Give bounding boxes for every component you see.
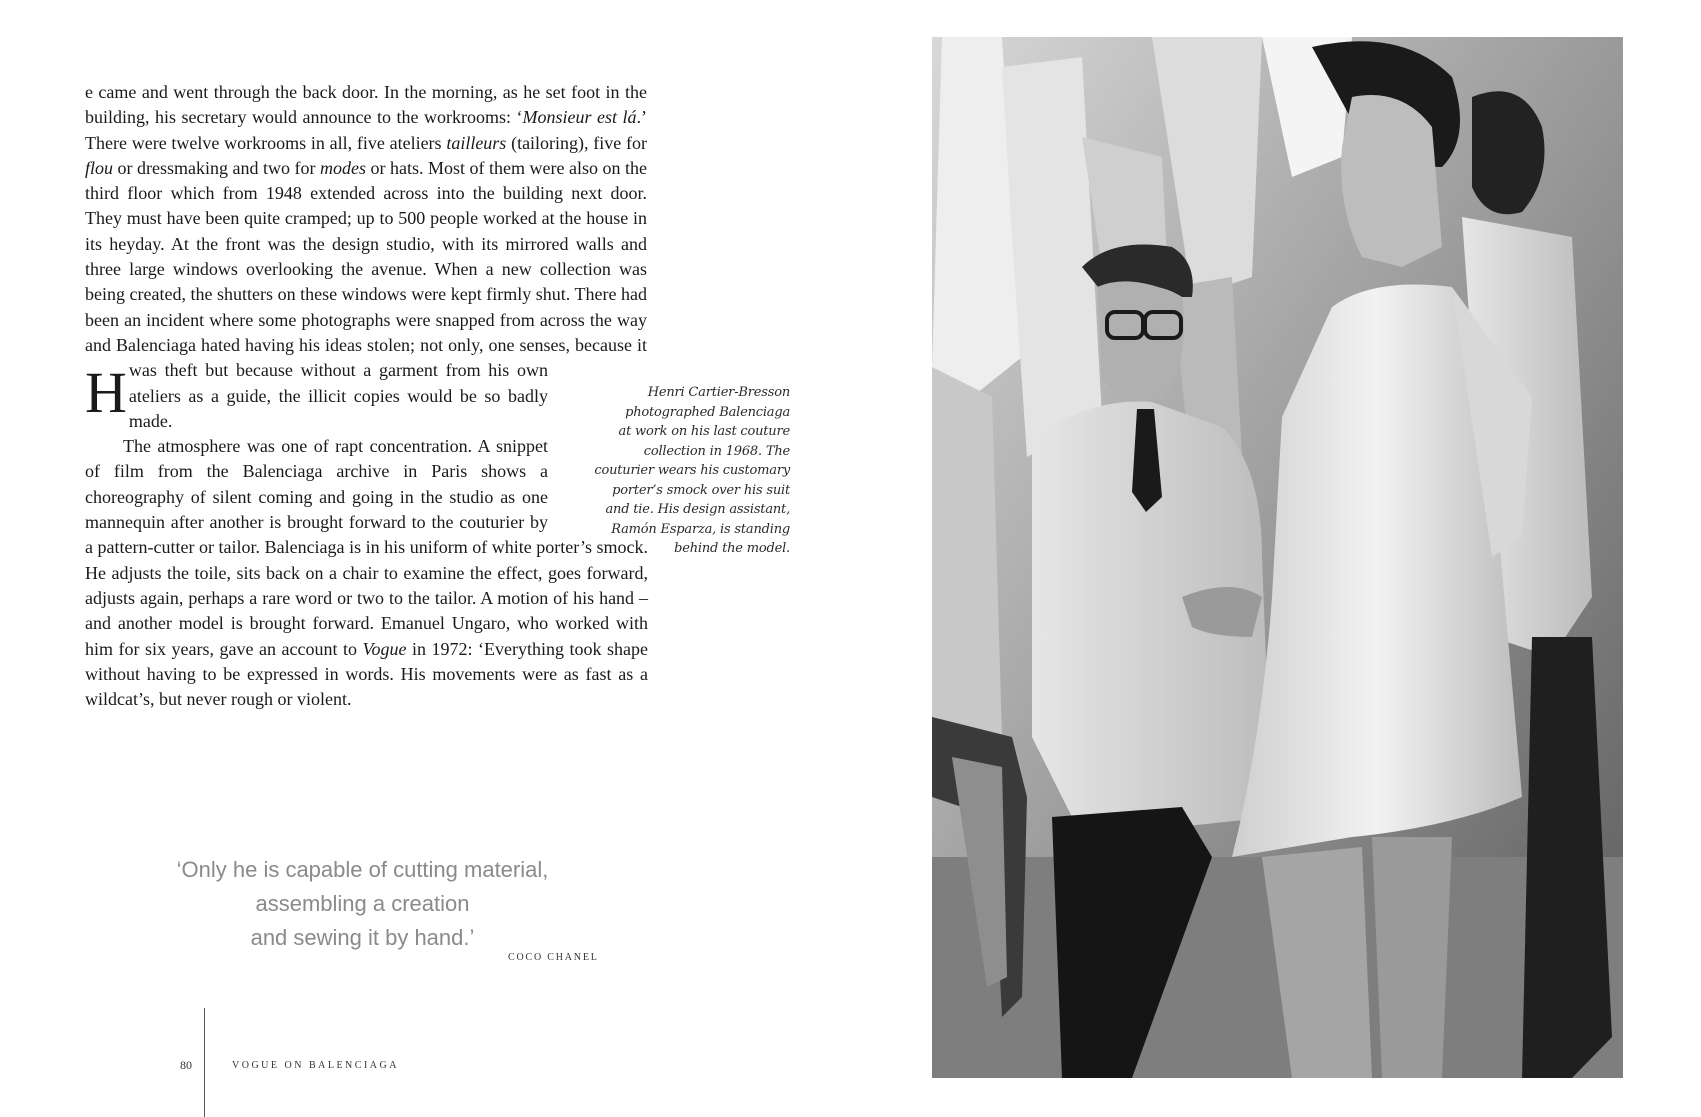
paragraph-1-run: or hats. Most of them were also on the third floor which from 1948 extended across into the building next door. They must have been quite cramped; up to 500 people worked at the house in its heyday. At the front was the design studio, with its mirrored walls and three large windows overlooking the avenue. When a new collection was being created, the shutters on these windows were kept firmly shut. There had been an incident where some photographs were snapped from across the way and Balenciaga hated having his ideas stolen; not only, one senses, because it was theft but because without a garment from his own ateliers as a guide, the illicit copies would be so badly made. — [85, 157, 647, 431]
caption-line: couturier wears his customary — [594, 463, 790, 478]
paragraph-2-run: The atmosphere was one of rapt concentration. A snippet of film from the Balenciaga archive in Paris shows a choreography of silent coming and going in the studio as one mannequin after another is brought forward to the couturier by a pattern-cutter or tailor. Balenciaga is in his uniform of white porter’s smock. He adjusts the toile, sits back on a chair to examine the effect, goes forward, adjusts again, perhaps a rare word or two to the tailor. A motion of his hand – and another model is brought forward. Emanuel Ungaro, who worked with him for six years, gave an account to — [85, 436, 648, 659]
pull-quote-line: ‘Only he is capable of cutting material, — [176, 857, 549, 882]
caption-line: collection in 1968. The — [643, 443, 790, 459]
paragraph-1-run: or dressmaking and two for — [113, 157, 320, 178]
caption-line: Ramón Esparza, is standing — [611, 521, 790, 537]
paragraph-2-run: in 1972: ‘Everything took shape without having to be expressed in words. His movements were as fast as a wildcat’s, but never rough or violent. — [85, 638, 648, 710]
running-head: VOGUE ON BALENCIAGA — [232, 1060, 399, 1071]
caption-line: behind the model. — [674, 541, 790, 556]
caption-line: at work on his last couture — [618, 424, 790, 439]
caption-line: and tie. His design assistant, — [605, 502, 790, 517]
caption-line: photographed Balenciaga — [625, 404, 790, 420]
caption-line: porter’s smock over his suit — [612, 482, 790, 498]
paragraph-1-run: modes — [320, 157, 366, 178]
photo-caption — [555, 383, 790, 559]
pull-quote-line: assembling a creation — [255, 891, 470, 916]
paragraph-1-run: tailleurs — [446, 132, 507, 153]
pull-quote-line: and sewing it by hand.’ — [250, 925, 475, 950]
caption-line: Henri Cartier-Bresson — [647, 385, 790, 400]
paragraph-1-run: flou — [85, 157, 114, 178]
pull-quote — [130, 853, 595, 955]
drop-cap: H — [85, 360, 127, 425]
atelier-photograph — [932, 37, 1623, 1078]
layout-spacer — [647, 80, 648, 367]
pull-quote-attribution: COCO CHANEL — [508, 952, 599, 963]
paragraph-1-run: .’ There were twelve workrooms in all, five ateliers — [85, 107, 647, 153]
paragraph-1-run: (tailoring), five for — [506, 132, 648, 153]
footer-divider — [204, 1008, 205, 1117]
paragraph-2-run: Vogue — [362, 638, 407, 659]
page-number: 80 — [180, 1058, 192, 1072]
paragraph-1-run: Monsieur est lá — [522, 107, 637, 128]
paragraph-1-run: e came and went through the back door. In the morning, as he set foot in the building, his secretary would announce to the workrooms: ‘ — [85, 82, 647, 128]
